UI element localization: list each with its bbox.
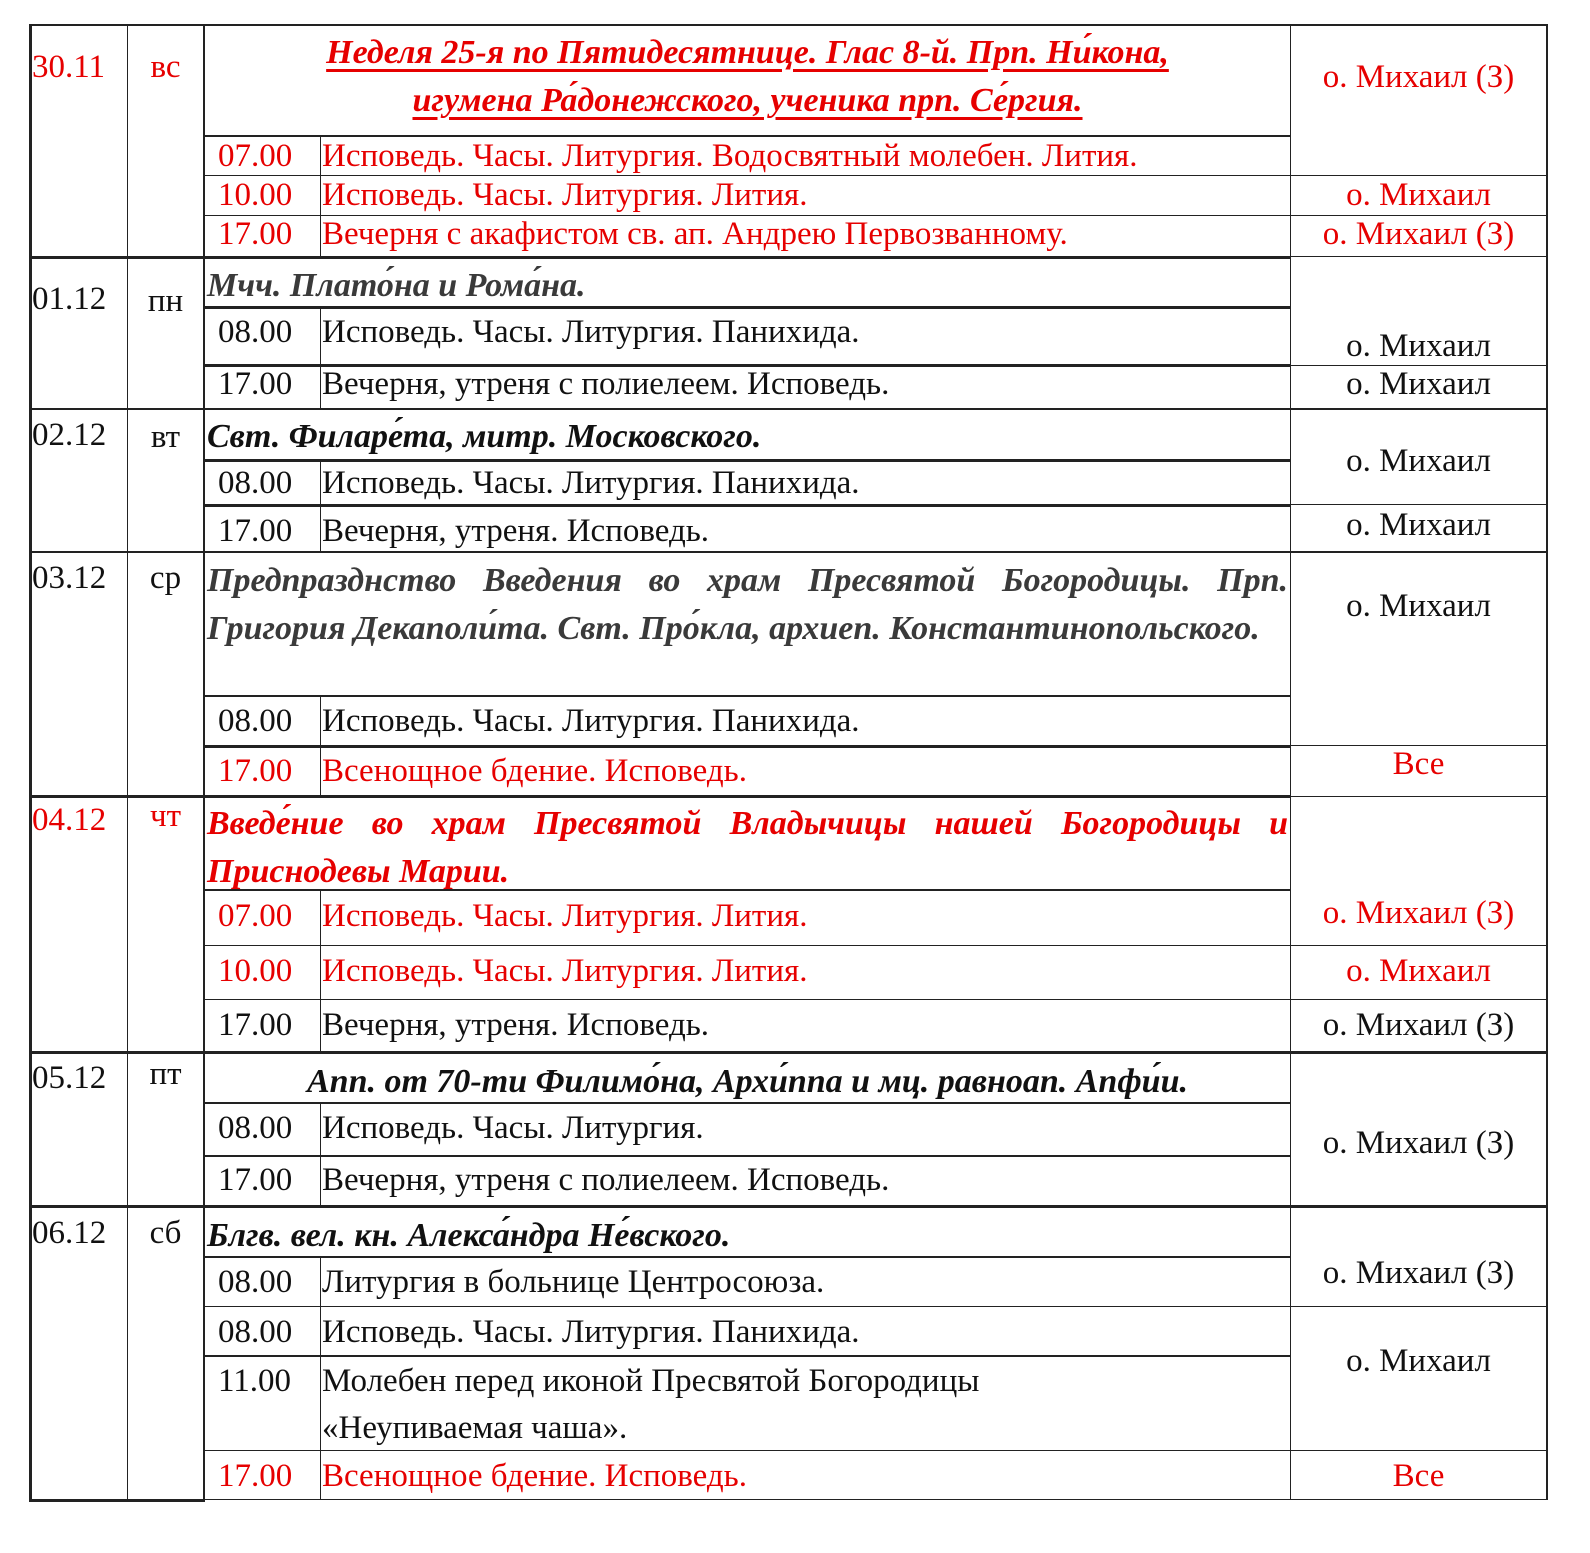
clergy: о. Михаил bbox=[1346, 588, 1491, 624]
service-time: 11.00 bbox=[218, 1363, 292, 1399]
service-text: Вечерня, утреня с полиелеем. Исповедь. bbox=[322, 366, 890, 402]
clergy: о. Михаил (З) bbox=[1322, 59, 1515, 95]
day-date: 06.12 bbox=[32, 1215, 107, 1251]
day-date: 05.12 bbox=[32, 1060, 107, 1096]
clergy: о. Михаил bbox=[1346, 507, 1491, 543]
clergy: Все bbox=[1392, 746, 1445, 782]
row-separator bbox=[204, 695, 1291, 697]
service-text: «Неупиваемая чаша». bbox=[322, 1410, 628, 1446]
day-separator bbox=[1290, 256, 1548, 257]
service-time: 17.00 bbox=[218, 366, 293, 402]
service-text: Всенощное бдение. Исповедь. bbox=[322, 1458, 747, 1494]
feast-title: Блгв. вел. кн. Алекса́ндра Не́вского. bbox=[207, 1217, 731, 1254]
service-text: Молебен перед иконой Пресвятой Богородицы bbox=[322, 1363, 980, 1399]
service-time: 10.00 bbox=[218, 177, 293, 213]
divider-time-text bbox=[320, 136, 321, 257]
row-separator bbox=[204, 504, 1291, 507]
day-date: 30.11 bbox=[32, 49, 106, 85]
day-weekday: чт bbox=[149, 798, 182, 834]
service-text: Исповедь. Часы. Литургия. Водосвятный молебен. Лития. bbox=[322, 138, 1138, 174]
day-weekday: вс bbox=[150, 49, 181, 85]
feast-title: Свт. Филаре́та, митр. Московского. bbox=[207, 418, 762, 455]
day-weekday: пт bbox=[149, 1056, 182, 1092]
day-separator bbox=[29, 795, 1291, 798]
service-time: 08.00 bbox=[218, 1264, 293, 1300]
feast-title: Неделя 25-я по Пятидесятнице. Глас 8-й. Прп. Ни́кона, bbox=[326, 34, 1169, 71]
divider-weekday-content bbox=[203, 24, 205, 1502]
feast-title: Мчч. Плато́на и Рома́на. bbox=[207, 267, 586, 304]
clergy: о. Михаил (З) bbox=[1322, 216, 1515, 252]
feast-title: Предпразднство Введения во храм Пресвятой Богородицы. Прп. Григория Декаполи́та. Свт. Про́кла, архиеп. Константинопольского. bbox=[207, 562, 1288, 647]
day-weekday: ср bbox=[149, 560, 182, 596]
day-separator bbox=[29, 256, 1291, 259]
row-separator bbox=[204, 945, 1548, 946]
divider-time-text bbox=[320, 308, 321, 408]
service-time: 17.00 bbox=[218, 216, 293, 252]
border-left bbox=[29, 24, 32, 1502]
day-date: 01.12 bbox=[32, 281, 107, 317]
divider-time-text bbox=[320, 1257, 321, 1500]
clergy: о. Михаил bbox=[1346, 328, 1491, 364]
day-separator bbox=[29, 408, 1548, 410]
service-text: Всенощное бдение. Исповедь. bbox=[322, 753, 747, 789]
day-separator bbox=[1290, 796, 1548, 797]
clergy: о. Михаил (З) bbox=[1322, 1125, 1515, 1161]
clergy: о. Михаил (З) bbox=[1322, 895, 1515, 931]
day-separator bbox=[29, 1205, 1548, 1208]
feast-title: Апп. от 70-ти Филимо́на, Архи́ппа и мц. равноап. Апфи́и. bbox=[306, 1063, 1188, 1100]
service-text: Исповедь. Часы. Литургия. Панихида. bbox=[322, 314, 860, 350]
service-time: 10.00 bbox=[218, 953, 293, 989]
row-separator bbox=[204, 1355, 1291, 1357]
service-text: Исповедь. Часы. Литургия. Панихида. bbox=[322, 465, 860, 501]
service-text: Исповедь. Часы. Литургия. Лития. bbox=[322, 177, 808, 213]
service-time: 08.00 bbox=[218, 314, 293, 350]
service-time: 08.00 bbox=[218, 703, 293, 739]
feast-title: игумена Ра́донежского, ученика прп. Се́ргия. bbox=[412, 82, 1083, 119]
day-separator bbox=[29, 1051, 1548, 1054]
divider-date-weekday bbox=[127, 24, 128, 1502]
row-separator bbox=[204, 1450, 1548, 1451]
clergy: о. Михаил bbox=[1346, 177, 1491, 213]
service-text: Литургия в больнице Центросоюза. bbox=[322, 1264, 825, 1300]
border-right bbox=[1546, 24, 1548, 1500]
service-text: Исповедь. Часы. Литургия. Панихида. bbox=[322, 1314, 860, 1350]
service-time: 07.00 bbox=[218, 138, 293, 174]
day-weekday: сб bbox=[149, 1215, 182, 1251]
service-time: 17.00 bbox=[218, 1162, 293, 1198]
day-date: 03.12 bbox=[32, 560, 107, 596]
divider-time-text bbox=[320, 890, 321, 1053]
row-separator bbox=[204, 999, 1548, 1000]
clergy: о. Михаил (З) bbox=[1322, 1255, 1515, 1291]
row-separator bbox=[204, 745, 1291, 748]
clergy: о. Михаил bbox=[1346, 953, 1491, 989]
day-date: 02.12 bbox=[32, 417, 107, 453]
day-separator bbox=[29, 551, 1548, 553]
day-weekday: пн bbox=[147, 283, 184, 319]
clergy: о. Михаил bbox=[1346, 1343, 1491, 1379]
service-time: 17.00 bbox=[218, 1458, 293, 1494]
service-text: Вечерня, утреня. Исповедь. bbox=[322, 1007, 710, 1043]
border-bottom-left bbox=[29, 1499, 205, 1502]
service-time: 08.00 bbox=[218, 1110, 293, 1146]
service-text: Исповедь. Часы. Литургия. Панихида. bbox=[322, 703, 860, 739]
service-time: 17.00 bbox=[218, 753, 293, 789]
service-text: Исповедь. Часы. Литургия. bbox=[322, 1110, 704, 1146]
clergy: о. Михаил bbox=[1346, 366, 1491, 402]
service-text: Исповедь. Часы. Литургия. Лития. bbox=[322, 898, 808, 934]
service-text: Исповедь. Часы. Литургия. Лития. bbox=[322, 953, 808, 989]
day-weekday: вт bbox=[150, 419, 181, 455]
feast-title: Введе́ние во храм Пресвятой Владычицы нашей Богородицы и Приснодевы Марии. bbox=[207, 805, 1288, 890]
service-time: 08.00 bbox=[218, 465, 293, 501]
clergy: о. Михаил bbox=[1346, 443, 1491, 479]
clergy: о. Михаил (З) bbox=[1322, 1007, 1515, 1043]
row-separator bbox=[204, 1155, 1291, 1157]
service-time: 17.00 bbox=[218, 1007, 293, 1043]
service-text: Вечерня, утреня с полиелеем. Исповедь. bbox=[322, 1162, 890, 1198]
service-text: Вечерня, утреня. Исповедь. bbox=[322, 513, 710, 549]
border-top bbox=[29, 24, 1548, 26]
border-bottom bbox=[204, 1499, 1548, 1500]
service-time: 08.00 bbox=[218, 1314, 293, 1350]
service-time: 17.00 bbox=[218, 513, 293, 549]
service-time: 07.00 bbox=[218, 898, 293, 934]
clergy: Все bbox=[1392, 1458, 1445, 1494]
service-text: Вечерня с акафистом св. ап. Андрею Первозванному. bbox=[322, 216, 1068, 252]
row-separator bbox=[204, 1306, 1548, 1307]
day-date: 04.12 bbox=[32, 802, 107, 838]
